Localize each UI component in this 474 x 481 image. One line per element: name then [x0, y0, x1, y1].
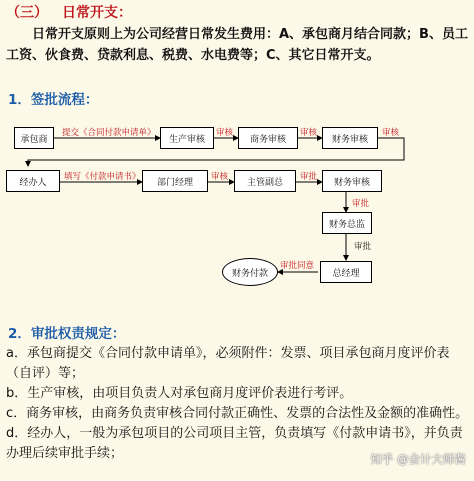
rules-list — [6, 344, 470, 464]
watermark: 知乎 @会计大师酱 — [370, 452, 466, 466]
label-review-4: 审核 — [211, 172, 229, 182]
node-business-review: 商务审核 — [238, 127, 298, 149]
label-approve-3: 审批 — [354, 242, 372, 252]
node-dept-manager: 部门经理 — [142, 170, 208, 192]
heading-title: 日常开支： — [62, 5, 132, 21]
label-fill-payment: 填写《付款申请书》 — [64, 172, 141, 182]
label-review-1: 审核 — [216, 128, 234, 138]
node-production-review: 生产审核 — [160, 127, 214, 149]
rule-b: b．生产审核，由项目负责人对承包商月度评价表进行考评。 — [6, 386, 353, 401]
section-title-rules: 2．审批权责规定： — [8, 326, 126, 342]
node-handler: 经办人 — [6, 170, 60, 192]
node-deputy-gm: 主管副总 — [234, 170, 296, 192]
node-general-manager: 总经理 — [320, 261, 372, 283]
section-heading — [6, 2, 132, 22]
label-review-3: 审核 — [382, 128, 400, 138]
label-approve-2: 审批 — [352, 199, 370, 209]
label-approve-agree: 审批同意 — [280, 261, 315, 271]
approval-flowchart — [0, 112, 474, 307]
node-contractor: 承包商 — [14, 127, 54, 149]
label-approve-1: 审批 — [300, 172, 318, 182]
node-finance-director: 财务总监 — [322, 212, 372, 234]
intro-paragraph: 日常开支原则上为公司经营日常发生费用：A、承包商月结合同款；B、员工工资、伙食费、贷款利息、税费、水电费等；C、其它日常开支。 — [6, 27, 468, 63]
rule-a: a．承包商提交《合同付款申请单》，必须附件：发票、项目承包商月度评价表（自评）等； — [6, 346, 450, 381]
node-finance-payment: 财务付款 — [222, 258, 278, 286]
node-finance-review-2: 财务审核 — [322, 170, 382, 192]
node-finance-review: 财务审核 — [322, 127, 378, 149]
label-submit-contract: 提交《合同付款申请单》 — [62, 128, 156, 138]
rule-d: d．经办人，一般为承包项目的公司项目主管，负责填写《付款申请书》，并负责办理后续审批手续； — [6, 426, 463, 461]
heading-number: （三） — [6, 5, 48, 21]
label-review-2: 审核 — [300, 128, 318, 138]
rule-c: c．商务审核，由商务负责审核合同付款正确性、发票的合法性及金额的准确性。 — [6, 406, 469, 421]
section-title-flow: 1．签批流程： — [8, 92, 99, 108]
